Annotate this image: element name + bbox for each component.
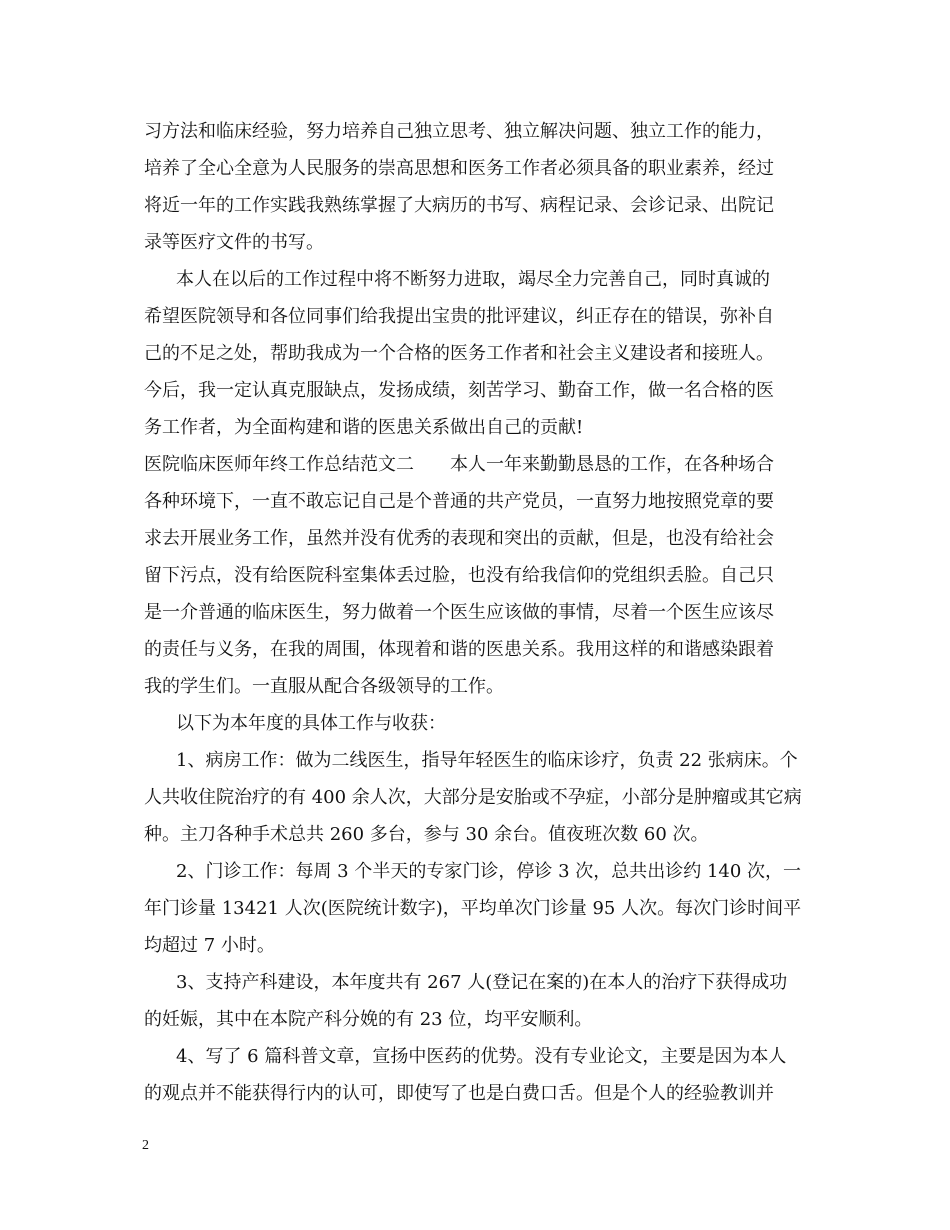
text-line: 4、写了 6 篇科普文章，宣扬中医药的优势。没有专业论文，主要是因为本人 [176,1046,787,1067]
text-line: 今后，我一定认真克服缺点，发扬成绩，刻苦学习、勤奋工作，做一名合格的医 [144,380,774,401]
text-line: 的妊娠，其中在本院产科分娩的有 23 位，均平安顺利。 [144,1009,593,1030]
text-line: 均超过 7 小时。 [144,935,275,956]
text-line: 求去开展业务工作，虽然并没有优秀的表现和突出的贡献，但是，也没有给社会 [144,528,774,549]
text-line: 将近一年的工作实践我熟练掌握了大病历的书写、病程记录、会诊记录、出院记 [144,195,774,216]
text-line: 培养了全心全意为人民服务的崇高思想和医务工作者必须具备的职业素养，经过 [144,158,774,179]
text-line: 3、支持产科建设，本年度共有 267 人(登记在案的)在本人的治疗下获得成功 [176,972,788,993]
section-heading-line: 医院临床医师年终工作总结范文二 本人一年来勤勤恳恳的工作，在各种场合 [144,454,774,475]
text-line: 的观点并不能获得行内的认可，即使写了也是白费口舌。但是个人的经验教训并 [144,1083,774,1104]
text-line: 我的学生们。一直服从配合各级领导的工作。 [144,676,504,697]
text-line: 是一介普通的临床医生，努力做着一个医生应该做的事情，尽着一个医生应该尽 [144,602,774,623]
text-line: 本人在以后的工作过程中将不断努力进取，竭尽全力完善自己，同时真诚的 [176,269,770,290]
text-line: 2、门诊工作：每周 3 个半天的专家门诊，停诊 3 次，总共出诊约 140 次，一 [176,861,802,882]
text-line: 留下污点，没有给医院科室集体丢过脸，也没有给我信仰的党组织丢脸。自己只 [144,565,774,586]
text-line: 1、病房工作：做为二线医生，指导年轻医生的临床诊疗，负责 22 张病床。个 [176,750,798,771]
text-line: 希望医院领导和各位同事们给我提出宝贵的批评建议，纠正存在的错误，弥补自 [144,306,774,327]
text-line: 习方法和临床经验，努力培养自己独立思考、独立解决问题、独立工作的能力， [144,121,774,142]
text-line: 种。主刀各种手术总共 260 多台，参与 30 余台。值夜班次数 60 次。 [144,824,709,845]
text-line: 人共收住院治疗的有 400 余人次，大部分是安胎或不孕症，小部分是肿瘤或其它病 [144,787,802,808]
text-line: 年门诊量 13421 人次(医院统计数字)，平均单次门诊量 95 人次。每次门诊时间平 [144,898,802,919]
text-line: 己的不足之处，帮助我成为一个合格的医务工作者和社会主义建设者和接班人。 [144,343,774,364]
text-line: 各种环境下，一直不敢忘记自己是个普通的共产党员，一直努力地按照党章的要 [144,491,774,512]
text-line: 以下为本年度的具体工作与收获： [176,713,446,734]
page-number: 2 [142,1138,149,1153]
text-line: 录等医疗文件的书写。 [144,232,324,253]
text-line: 的责任与义务，在我的周围，体现着和谐的医患关系。我用这样的和谐感染跟着 [144,639,774,660]
text-line: 务工作者，为全面构建和谐的医患关系做出自己的贡献! [144,417,584,438]
